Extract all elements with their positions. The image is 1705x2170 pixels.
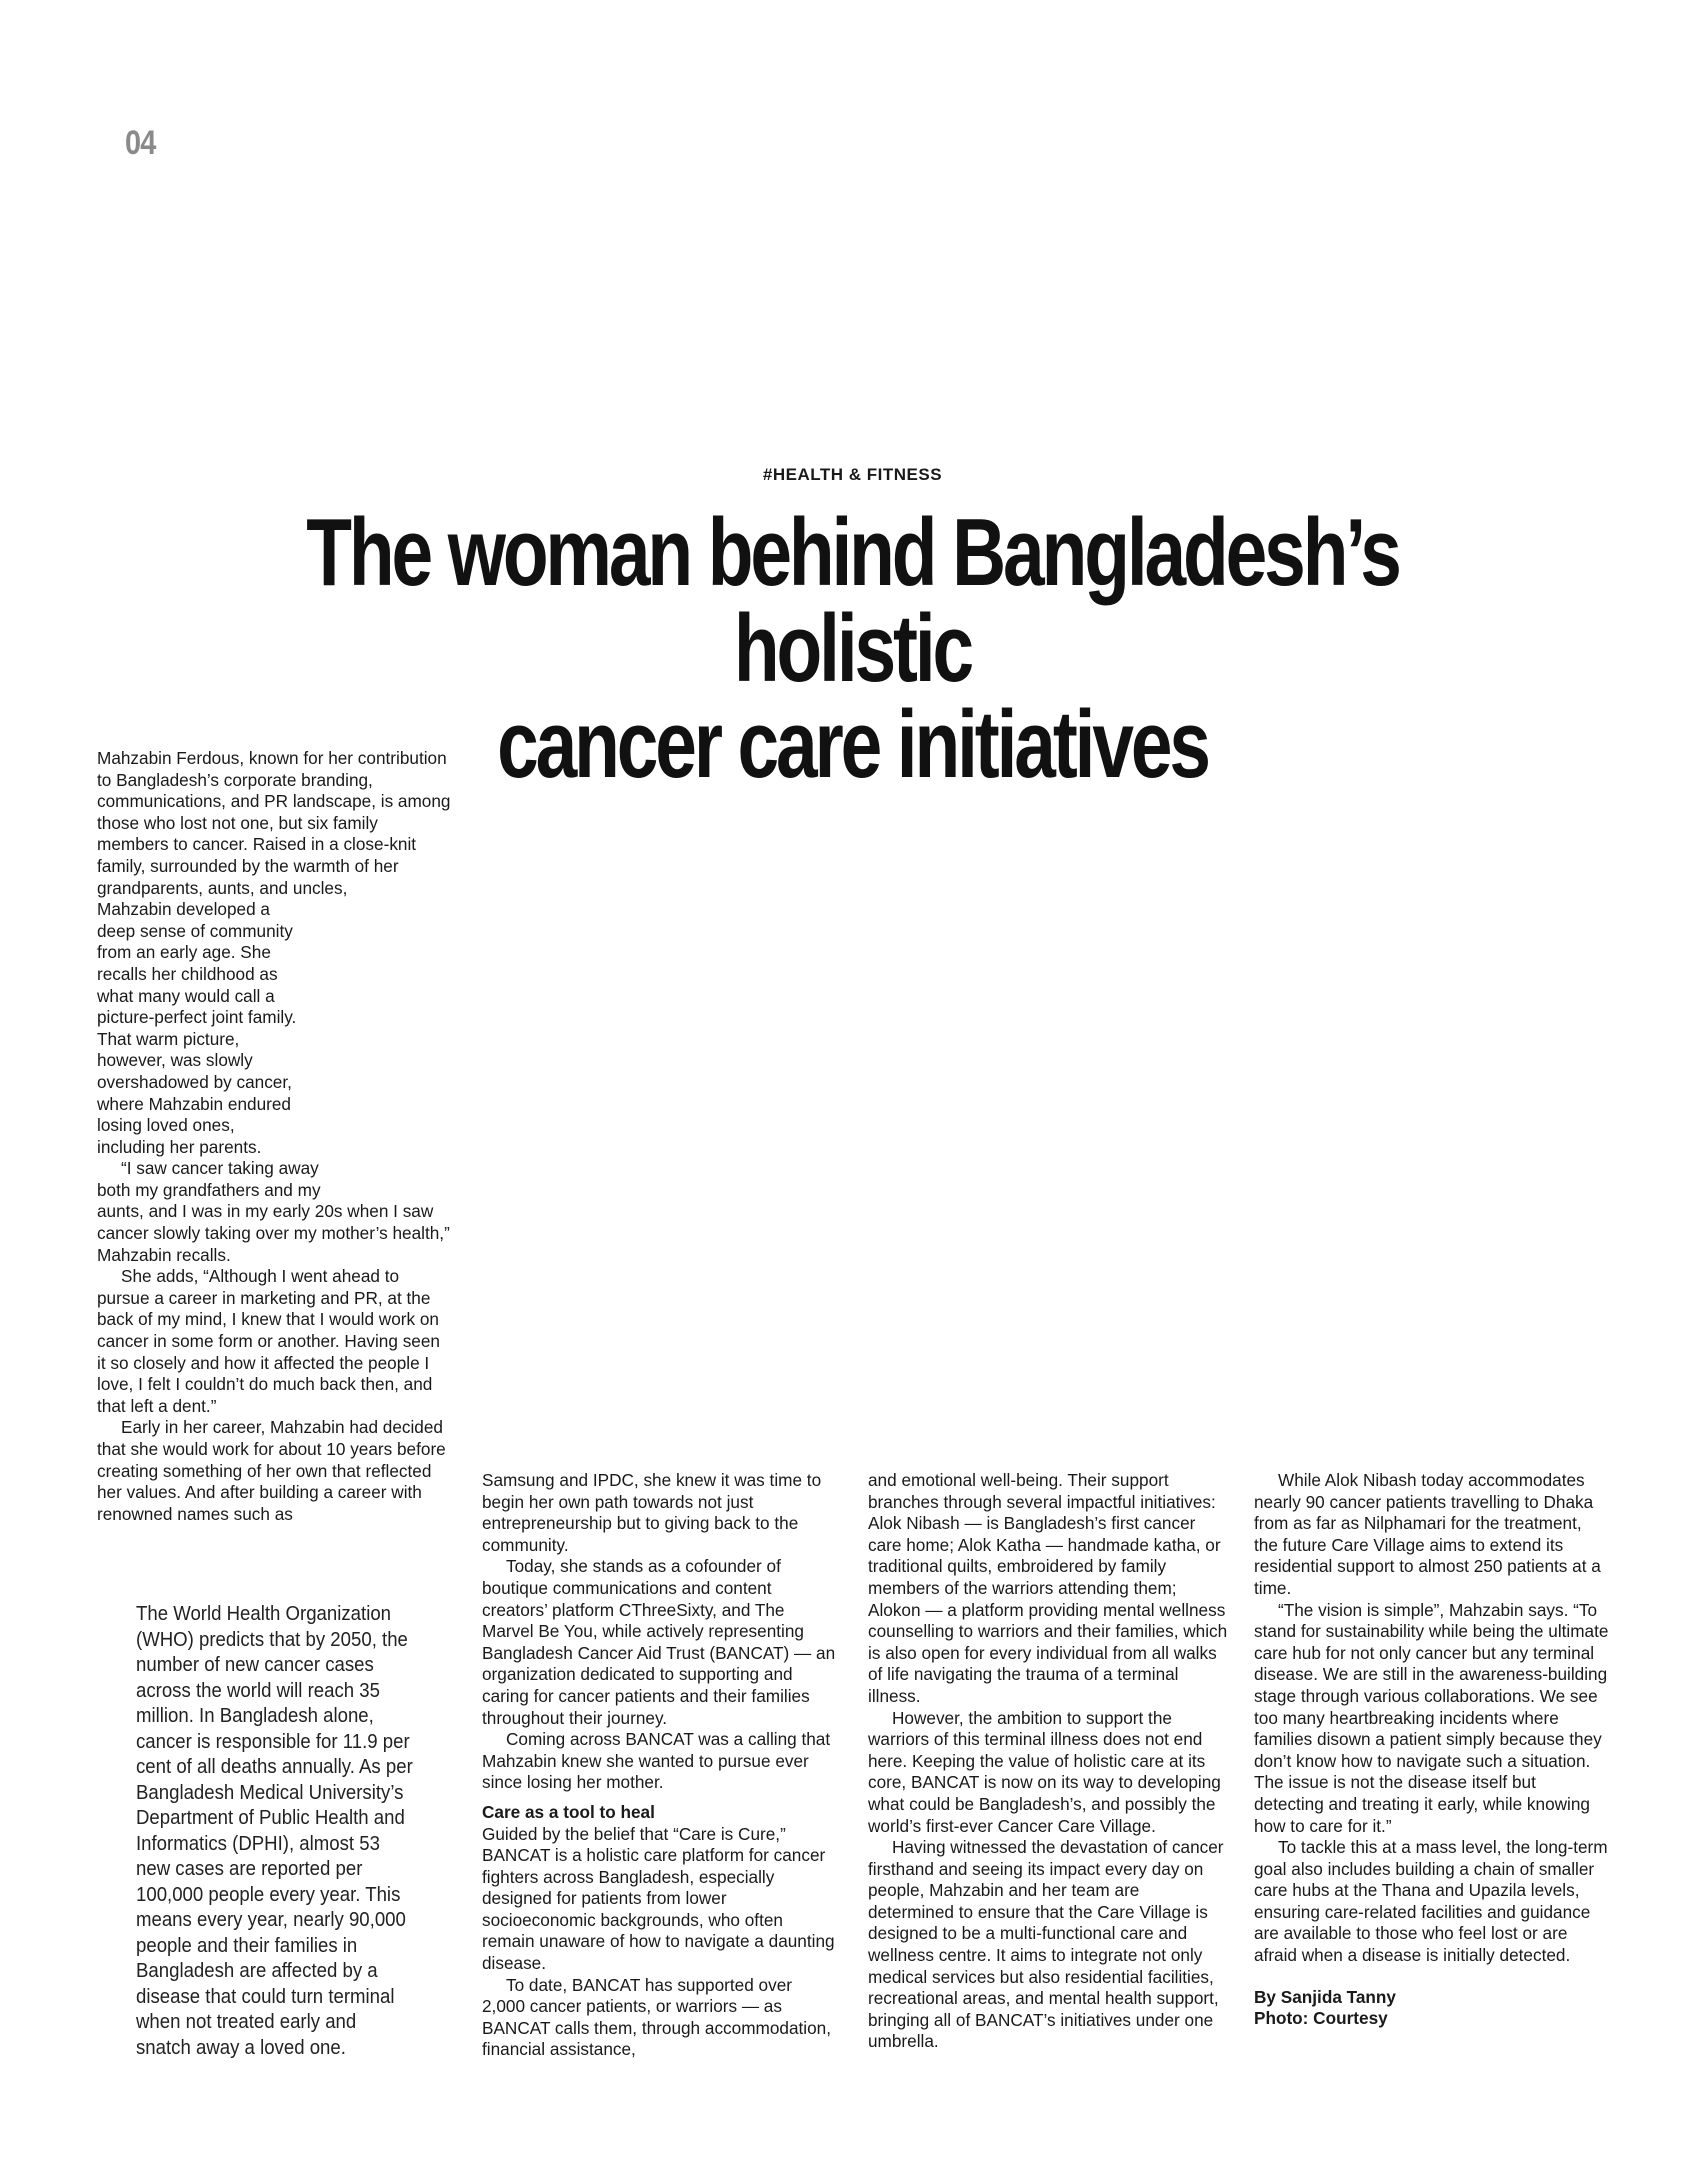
article-column-2 bbox=[482, 1470, 837, 2061]
pull-quote: The World Health Organization (WHO) predicts that by 2050, the number of new cancer cases across the world will reach 35 million. In Bangladesh alone, cancer is responsible for 11.9 per cent of all deaths annually. As per Bangladesh Medical University’s Department of Public Health and Informatics (DPHI), almost 53 new cases are reported per 100,000 people every year. This means every year, nearly 90,000 people and their families in Bangladesh are affected by a disease that could turn terminal when not treated early and snatch away a loved one. bbox=[136, 1603, 413, 2059]
paragraph: Guided by the belief that “Care is Cure,” BANCAT is a holistic care platform for cancer fighters across Bangladesh, especially designed for patients from lower socioeconomic backgrounds, who often remain unaware of how to navigate a daunting disease. bbox=[482, 1823, 835, 1974]
paragraph: “The vision is simple”, Mahzabin says. “To stand for sustainability while being the ultimate care hub for not only cancer but any terminal disease. We are still in the awareness-building stage through various collaborations. We see too many heartbreaking incidents where families disown a patient simply because they don’t know how to navigate such a situation. The issue is not the disease itself but detecting and treating it early, while knowing how to care for it.” bbox=[1254, 1599, 1609, 1836]
paragraph: Coming across BANCAT was a calling that Mahzabin knew she wanted to pursue ever since losing her mother. bbox=[482, 1729, 831, 1793]
paragraph: “I saw cancer taking away both my grandfathers and my bbox=[97, 1158, 321, 1200]
paragraph: Today, she stands as a cofounder of boutique communications and content creators’ platform CThreeSixty, and The Marvel Be You, while actively representing Bangladesh Cancer Aid Trust (BANCAT) — an organization dedicated to supporting and caring for cancer patients and their families throughout their journey. bbox=[482, 1556, 836, 1728]
photo-credit: Photo: Courtesy bbox=[1254, 2008, 1388, 2029]
paragraph: Mahzabin Ferdous, known for her contribution to Bangladesh’s corporate branding, communications, and PR landscape, is among those who lost not one, but six family members to cancer. Raised in a close-knit family, surrounded by the warmth of her grandparents, aunts, and uncles, bbox=[97, 748, 451, 898]
article-column-3 bbox=[868, 1470, 1228, 2053]
paragraph: While Alok Nibash today accommodates nearly 90 cancer patients travelling to Dhaka from as far as Nilphamari for the treatment, the future Care Village aims to extend its residential support to almost 250 patients at a time. bbox=[1254, 1470, 1601, 1598]
page-number: 04 bbox=[125, 124, 156, 162]
byline: By Sanjida Tanny bbox=[1254, 1986, 1396, 2007]
paragraph: and emotional well-being. Their support branches through several impactful initiatives: Alok Nibash — is Bangladesh’s first cancer care home; Alok Katha — handmade katha, or traditional quilts, embroidered by family members of the warriors attending them; Alokon — a platform providing mental wellness counselling to warriors and their families, which is also open for every individual from all walks of life navigating the trauma of a terminal illness. bbox=[868, 1470, 1228, 1706]
paragraph: To date, BANCAT has supported over 2,000 cancer patients, or warriors — as BANCAT calls them, through accommodation, financial assistance, bbox=[482, 1974, 831, 2060]
subheading: Care as a tool to heal bbox=[482, 1801, 655, 1822]
paragraph: Having witnessed the devastation of cancer firsthand and seeing its impact every day on people, Mahzabin and her team are determined to ensure that the Care Village is designed to be a multi-functional care and wellness centre. It aims to integrate not only medical services but also residential facilities, recreational areas, and mental health support, bringing all of BANCAT’s initiatives under one umbrella. bbox=[868, 1837, 1224, 2052]
article-column-4 bbox=[1254, 1470, 1609, 2030]
section-tag: #HEALTH & FITNESS bbox=[762, 465, 943, 484]
paragraph: To tackle this at a mass level, the long-term goal also includes building a chain of smaller care hubs at the Thana and Upazila levels, ensuring care-related facilities and guidance are available to those who feel lost or are afraid when a disease is initially detected. bbox=[1254, 1837, 1608, 1966]
paragraph: However, the ambition to support the warriors of this terminal illness does not end here. Keeping the value of holistic care at its core, BANCAT is now on its way to developing what could be Bangladesh’s, and possibly the world’s first-ever Cancer Care Village. bbox=[868, 1707, 1221, 1836]
paragraph: Early in her career, Mahzabin had decided that she would work for about 10 years before creating something of her own that reflected her values. And after building a career with renowned names such as bbox=[97, 1417, 446, 1524]
paragraph: Mahzabin developed a deep sense of community from an early age. She recalls her childhood as what many would call a picture-perfect joint family. That warm picture, however, was slowly overshadowed by cancer, where Mahzabin endured losing loved ones, including her parents. bbox=[97, 899, 297, 1157]
paragraph: Samsung and IPDC, she knew it was time to begin her own path towards not just entrepreneurship but to giving back to the community. bbox=[482, 1470, 822, 1555]
headline-line-2: cancer care initiatives bbox=[497, 691, 1208, 798]
headline-line-1: The woman behind Bangladesh’s holistic bbox=[306, 499, 1399, 702]
paragraph: aunts, and I was in my early 20s when I saw cancer slowly taking over my mother’s health,” Mahzabin recalls. bbox=[97, 1201, 450, 1265]
article-column-1 bbox=[97, 748, 452, 1525]
paragraph: She adds, “Although I went ahead to pursue a career in marketing and PR, at the back of my mind, I knew that I would work on cancer in some form or another. Having seen it so closely and how it affected the people I love, I felt I couldn’t do much back then, and that left a dent.” bbox=[97, 1266, 440, 1416]
